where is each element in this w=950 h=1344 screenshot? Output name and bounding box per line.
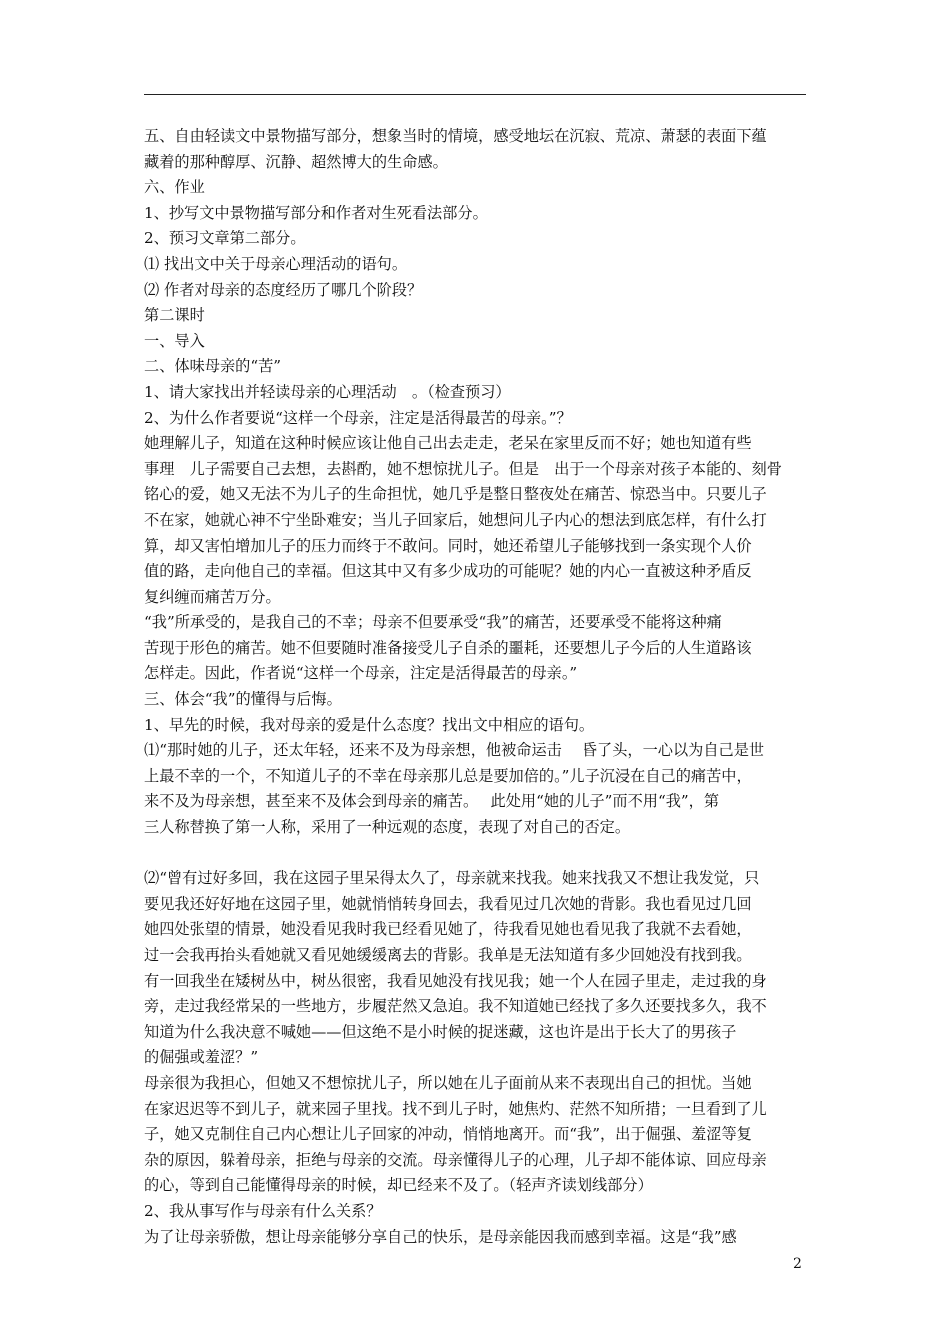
text-line: 怎样走。因此，作者说“这样一个母亲，注定是活得最苦的母亲。”: [144, 664, 578, 683]
text-line: 1、早先的时候，我对母亲的爱是什么态度？找出文中相应的语句。: [144, 715, 595, 734]
text-line: 旁，走过我经常呆的一些地方，步履茫然又急迫。我不知道她已经找了多久还要找多久，我不: [144, 997, 767, 1016]
text-line: “我”所承受的，是我自己的不幸；母亲不但要承受“我”的痛苦，还要承受不能将这种痛: [144, 613, 722, 632]
text-line: 1、抄写文中景物描写部分和作者对生死看法部分。: [144, 203, 488, 222]
text-line: 1、请大家找出并轻读母亲的心理活动 。（检查预习）: [144, 382, 511, 401]
text-line: ⑵“曾有过好多回，我在这园子里呆得太久了，母亲就来找我。她来找我又不想让我发觉，只: [144, 869, 760, 888]
text-line: 有一回我坐在矮树丛中，树丛很密，我看见她没有找见我；她一个人在园子里走，走过我的身: [144, 971, 767, 990]
text-line: 值的路，走向他自己的幸福。但这其中又有多少成功的可能呢？她的内心一直被这种矛盾反: [144, 562, 752, 581]
text-line: 她理解儿子，知道在这种时候应该让他自己出去走走，老呆在家里反而不好；她也知道有些: [144, 434, 752, 453]
header-rule: [144, 94, 806, 95]
text-line: 要见我还好好地在这园子里，她就悄悄转身回去，我看见过几次她的背影。我也看见过几回: [144, 894, 752, 913]
text-line: 算，却又害怕增加儿子的压力而终于不敢问。同时，她还希望儿子能够找到一条实现个人价: [144, 536, 752, 555]
text-line: ⑵ 作者对母亲的态度经历了哪几个阶段？: [144, 280, 423, 299]
text-line: 的倔强或羞涩？”: [144, 1048, 259, 1067]
text-line: 的心，等到自己能懂得母亲的时候，却已经来不及了。（轻声齐读划线部分）: [144, 1176, 653, 1195]
text-line: 2、为什么作者要说“这样一个母亲，注定是活得最苦的母亲。”？: [144, 408, 572, 427]
text-line: 过一会我再抬头看她就又看见她缓缓离去的背影。我单是无法知道有多少回她没有找到我。: [144, 946, 752, 964]
text-line: 她四处张望的情景，她没看见我时我已经看见她了，待我看见她也看见我了我就不去看她，: [144, 920, 752, 939]
text-line: 子，她又克制住自己内心想让儿子回家的冲动，悄悄地离开。而“我”，出于倔强、羞涩等复: [144, 1125, 752, 1144]
text-line: 来不及为母亲想，甚至来不及体会到母亲的痛苦。 此处用“她的儿子”而不用“我”，第: [144, 792, 720, 811]
blank-line: [144, 841, 808, 867]
text-line: 三、体会“我”的懂得与后悔。: [144, 690, 342, 709]
text-line: 在家迟迟等不到儿子，就来园子里找。找不到儿子时，她焦灼、茫然不知所措；一旦看到了儿: [144, 1099, 767, 1118]
text-line: 上最不幸的一个，不知道儿子的不幸在母亲那儿总是要加倍的。”儿子沉浸在自己的痛苦中，: [144, 766, 752, 785]
body-text: [144, 124, 808, 1250]
text-line: 杂的原因，躲着母亲，拒绝与母亲的交流。母亲懂得儿子的心理，儿子却不能体谅、回应母亲: [144, 1150, 767, 1169]
text-line: 知道为什么我决意不喊她——但这绝不是小时候的捉迷藏，这也许是出于长大了的男孩子: [144, 1022, 737, 1041]
page-number: 2: [793, 1256, 802, 1272]
text-line: 六、作业: [144, 178, 205, 197]
text-line: 苦现于形色的痛苦。她不但要随时准备接受儿子自杀的噩耗，还要想儿子今后的人生道路该: [144, 638, 752, 657]
text-line: 2、我从事写作与母亲有什么关系？: [144, 1201, 382, 1220]
text-line: 事理 儿子需要自己去想，去斟酌，她不想惊扰儿子。但是 出于一个母亲对孩子本能的、刻骨: [144, 459, 782, 478]
text-line: 第二课时: [144, 306, 205, 325]
text-line: 母亲很为我担心，但她又不想惊扰儿子，所以她在儿子面前从来不表现出自己的担忧。当她: [144, 1073, 752, 1092]
text-line: 为了让母亲骄傲，想让母亲能够分享自己的快乐，是母亲能因我而感到幸福。这是“我”感: [144, 1227, 737, 1246]
text-line: 三人称替换了第一人称，采用了一种远观的态度，表现了对自己的否定。: [144, 818, 630, 837]
text-line: ⑴“那时她的儿子，还太年轻，还来不及为母亲想，他被命运击 昏了头，一心以为自己是世: [144, 741, 765, 760]
text-line: 2、预习文章第二部分。: [144, 229, 306, 248]
text-line: ⑴ 找出文中关于母亲心理活动的语句。: [144, 254, 408, 273]
text-line: 一、导入: [144, 331, 205, 350]
text-line: 藏着的那种醇厚、沉静、超然博大的生命感。: [144, 152, 448, 171]
text-line: 铭心的爱，她又无法不为儿子的生命担忧，她几乎是整日整夜处在痛苦、惊恐当中。只要儿子: [144, 485, 767, 504]
text-line: 不在家，她就心神不宁坐卧难安；当儿子回家后，她想问儿子内心的想法到底怎样，有什么打: [144, 510, 767, 529]
text-line: 复纠缠而痛苦万分。: [144, 587, 281, 606]
text-line: 二、体味母亲的“苦”: [144, 357, 282, 376]
text-line: 五、自由轻读文中景物描写部分，想象当时的情境，感受地坛在沉寂、荒凉、萧瑟的表面下蕴: [144, 127, 767, 145]
